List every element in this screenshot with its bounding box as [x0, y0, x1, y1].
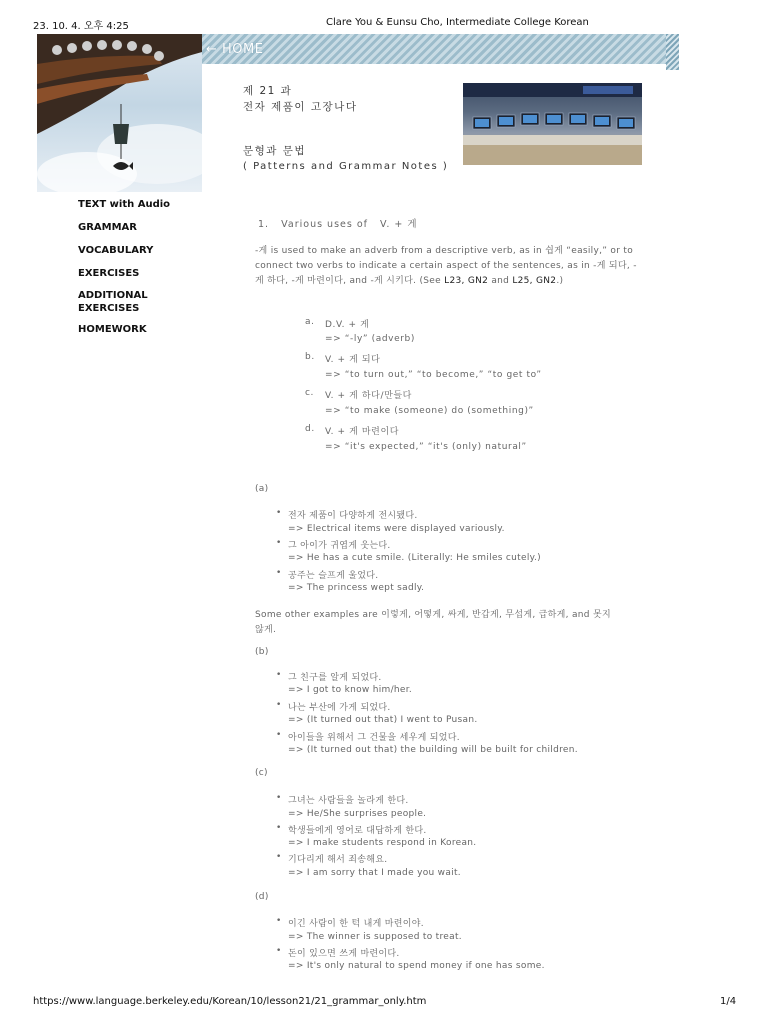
pattern-b-meaning: => “to turn out,” “to become,” “to get to”	[325, 370, 542, 380]
example-a2-ko: • 그 아이가 귀엽게 웃는다.	[276, 538, 391, 551]
example-a1-ko-text: 전자 제품이 다양하게 전시됐다.	[288, 511, 418, 521]
pattern-a-meaning: => “-ly” (adverb)	[325, 334, 415, 344]
pattern-c-form: V. + 게 하다/만들다	[325, 391, 412, 401]
example-c2-ko: • 학생들에게 영어로 대답하게 한다.	[276, 823, 427, 836]
example-c1-en: => He/She surprises people.	[288, 809, 427, 819]
pattern-b-form: V. + 게 되다	[325, 355, 381, 365]
group-a-note-1: Some other examples are 이렇게, 어떻게, 싸게, 반갑게, 무섭게, 급하게, and 못지	[255, 610, 611, 620]
intro-end: .)	[556, 276, 564, 286]
example-d1-ko-text: 이긴 사람이 한 턱 내게 마련이야.	[288, 919, 424, 929]
example-d1-ko: • 이긴 사람이 한 턱 내게 마련이야.	[276, 916, 424, 929]
example-a1-ko: • 전자 제품이 다양하게 전시됐다.	[276, 508, 418, 521]
pattern-b-label: b.	[305, 352, 315, 362]
banner-stripe-right	[666, 34, 679, 70]
example-b3-ko-text: 아이들을 위해서 그 건물을 세우게 되었다.	[288, 733, 460, 743]
group-a-label: (a)	[255, 484, 269, 494]
print-page-number: 1/4	[720, 996, 737, 1007]
print-doc-title: Clare You & Eunsu Cho, Intermediate College Korean	[326, 17, 589, 28]
pattern-a-label: a.	[305, 317, 315, 327]
nav-homework[interactable]: HOMEWORK	[78, 324, 147, 335]
example-a3-ko: • 공주는 슬프게 울었다.	[276, 568, 379, 581]
electronics-store-photo	[463, 83, 642, 165]
example-a3-ko-text: 공주는 슬프게 울었다.	[288, 571, 379, 581]
nav-additional-exercises[interactable]: ADDITIONAL EXERCISES	[78, 290, 148, 314]
example-b1-ko: • 그 친구를 알게 되었다.	[276, 670, 382, 683]
lesson-number: 제 21 과	[243, 85, 293, 97]
section-title-ko: 문형과 문법	[243, 145, 307, 157]
example-b1-en: => I got to know him/her.	[288, 685, 413, 695]
eaves-and-bell-icon	[37, 34, 202, 192]
example-c2-en: => I make students respond in Korean.	[288, 838, 477, 848]
example-d2-ko-text: 돈이 있으면 쓰게 마련이다.	[288, 949, 400, 959]
section-title-en: ( Patterns and Grammar Notes )	[243, 161, 449, 172]
example-c3-en: => I am sorry that I made you wait.	[288, 868, 461, 878]
example-b3-en: => (It turned out that) the building will be built for children.	[288, 745, 578, 755]
pattern-d-meaning: => “it's expected,” “it's (only) natural”	[325, 442, 527, 452]
grammar-heading: 1. Various uses of V. + 게	[258, 219, 418, 230]
group-d-label: (d)	[255, 892, 269, 902]
pattern-c-meaning: => “to make (someone) do (something)”	[325, 406, 534, 416]
link-l23-gn2[interactable]: L23, GN2	[444, 276, 489, 286]
nav-text-with-audio[interactable]: TEXT with Audio	[78, 199, 171, 210]
example-d2-en: => It's only natural to spend money if one has some.	[288, 961, 545, 971]
nav-grammar[interactable]: GRAMMAR	[78, 222, 137, 233]
banner-stripe	[202, 34, 672, 64]
example-c3-ko: • 기다리게 해서 죄송해요.	[276, 852, 388, 865]
example-a2-en: => He has a cute smile. (Literally: He smiles cutely.)	[288, 553, 541, 563]
example-d2-ko: • 돈이 있으면 쓰게 마련이다.	[276, 946, 400, 959]
nav-vocabulary[interactable]: VOCABULARY	[78, 245, 154, 256]
example-a2-ko-text: 그 아이가 귀엽게 웃는다.	[288, 541, 391, 551]
example-b2-ko-text: 나는 부산에 가게 되었다.	[288, 703, 391, 713]
group-b-label: (b)	[255, 647, 269, 657]
example-b2-en: => (It turned out that) I went to Pusan.	[288, 715, 478, 725]
lesson-title: 전자 제품이 고장나다	[243, 101, 358, 113]
pattern-d-form: V. + 게 마련이다	[325, 427, 400, 437]
intro-line-3	[255, 273, 563, 286]
pattern-d-label: d.	[305, 424, 315, 434]
intro-line-2: connect two verbs to indicate a certain aspect of the sentences, as in -게 되다, -	[255, 261, 637, 271]
group-c-label: (c)	[255, 768, 268, 778]
intro-and: and	[488, 276, 513, 286]
example-c2-ko-text: 학생들에게 영어로 대답하게 한다.	[288, 826, 427, 836]
home-link[interactable]: ← HOME	[206, 42, 264, 57]
intro-line-3-text: 게 하다, -게 마련이다, and -게 시키다. (See	[255, 276, 445, 286]
nav-exercises[interactable]: EXERCISES	[78, 268, 140, 279]
group-a-note-2: 않게.	[255, 625, 277, 635]
intro-line-1: -게 is used to make an adverb from a descriptive verb, as in 쉽게 “easily,” or to	[255, 246, 633, 256]
pattern-c-label: c.	[305, 388, 315, 398]
example-a3-en: => The princess wept sadly.	[288, 583, 425, 593]
example-c1-ko-text: 그녀는 사람들을 놀라게 한다.	[288, 796, 409, 806]
example-b3-ko: • 아이들을 위해서 그 건물을 세우게 되었다.	[276, 730, 460, 743]
tv-displays-icon	[463, 83, 642, 165]
link-l25-gn2[interactable]: L25, GN2	[512, 276, 557, 286]
example-b2-ko: • 나는 부산에 가게 되었다.	[276, 700, 391, 713]
example-d1-en: => The winner is supposed to treat.	[288, 932, 462, 942]
pattern-a-form: D.V. + 게	[325, 320, 370, 330]
print-url: https://www.language.berkeley.edu/Korean/10/lesson21/21_grammar_only.htm	[33, 996, 427, 1007]
banner-image	[37, 34, 202, 192]
print-datetime: 23. 10. 4. 오후 4:25	[33, 21, 129, 32]
example-c1-ko: • 그녀는 사람들을 놀라게 한다.	[276, 793, 409, 806]
example-c3-ko-text: 기다리게 해서 죄송해요.	[288, 855, 388, 865]
example-b1-ko-text: 그 친구를 알게 되었다.	[288, 673, 382, 683]
example-a1-en: => Electrical items were displayed variously.	[288, 524, 505, 534]
